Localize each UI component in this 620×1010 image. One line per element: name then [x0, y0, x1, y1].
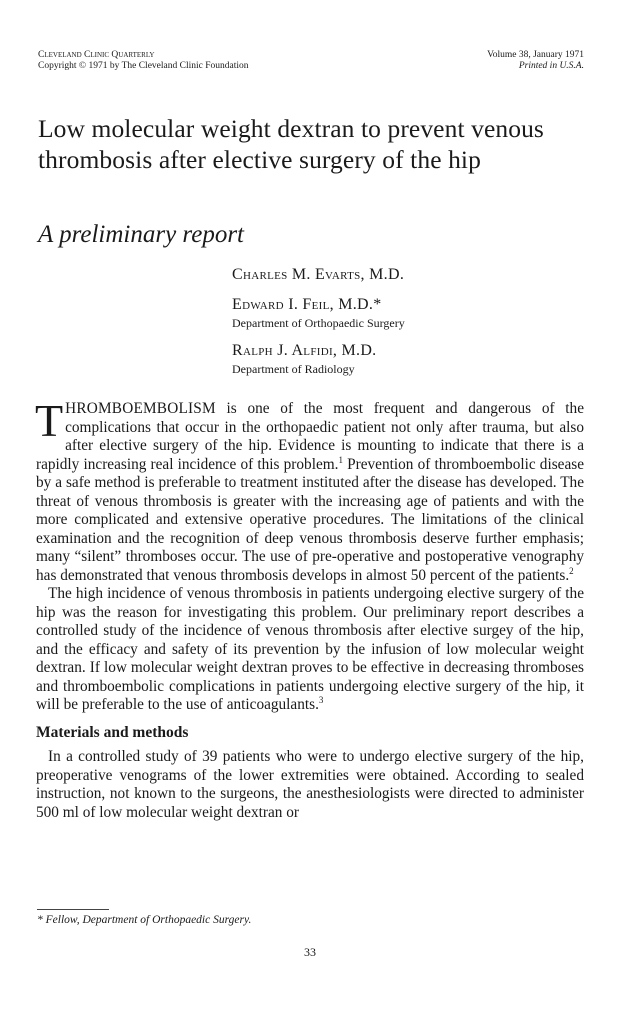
footnote: * Fellow, Department of Orthopaedic Surgery. [37, 914, 252, 926]
volume-line: Volume 38, January 1971 [487, 50, 584, 60]
footnote-rule [37, 909, 109, 910]
article-body [35, 395, 584, 822]
author-2 [232, 295, 592, 331]
page-number: 33 [304, 945, 316, 959]
running-header-right [487, 50, 584, 72]
article-title: Low molecular weight dextran to prevent venous thrombosis after elective surgery of the hip [38, 114, 544, 174]
paragraph-intro [35, 395, 584, 585]
paragraph-text: The high incidence of venous thrombosis in patients undergoing elective surgery of the hip was the reason for investigating this problem. Our preliminary report describes a controlled study of the incidence of venous thrombosis after elective surgey of the hip, and the efficacy and safety of its prevention by the infusion of low molecular weight dextran. If low molecular weight dextran proves to be effective in decreasing thromboses and thromboembolic complications in patients undergoing elective surgery of the hip, it will be preferable to the use of anticoagulants. [36, 585, 584, 713]
reference-marker: 1 [338, 454, 343, 465]
paragraph-text: In a controlled study of 39 patients who were to undergo elective surgery of the hip, preoperative venograms of the lower extremities were obtained. According to sealed instruction, not known to the surgeons, the anesthesiologists were directed to administer 500 ml of low molecular weight dextran or [36, 748, 584, 821]
reference-marker: 2 [569, 565, 574, 576]
paragraph-text: is one of the most frequent and dangerous of the complications that occur in the orthopaedic patient not only after trauma, but also after elective surgery of the hip. Evidence is mounting to indicate that there is a rapidly increasing real incidence of this problem. [36, 400, 584, 473]
author-name: Ralph J. Alfidi, M.D. [232, 342, 377, 359]
paragraph-methods [36, 748, 584, 822]
running-header-left [38, 50, 248, 72]
lead-caps: HROMBOEMBOLISM [65, 400, 216, 417]
printed-line: Printed in U.S.A. [518, 61, 584, 71]
article-subtitle: A preliminary report [38, 221, 245, 248]
journal-name: Cleveland Clinic Quarterly [38, 50, 155, 60]
copyright-line: Copyright © 1971 by The Cleveland Clinic Foundation [38, 61, 249, 71]
paragraph-second [36, 585, 584, 715]
paragraph-text: Prevention of thromboembolic disease by a safe method is preferable to treatment instituted after the disease has developed. The threat of venous thrombosis is greater with the increasing age of patients and with the more complicated and extensive operative procedures. The limitations of the clinical examination and the recognition of deep venous thrombosis deserve further emphasis; many “silent” thromboses occur. The use of pre-operative and postoperative venography has demonstrated that venous thrombosis develops in almost 50 percent of the patients. [36, 455, 584, 584]
author-name: Edward I. Feil, M.D.* [232, 296, 382, 313]
author-list [232, 265, 592, 387]
author-name: Charles M. Evarts, M.D. [232, 266, 405, 283]
drop-cap: T [35, 395, 64, 446]
section-heading: Materials and methods [36, 723, 189, 741]
author-department: Department of Orthopaedic Surgery [232, 316, 405, 330]
author-department: Department of Radiology [232, 362, 355, 376]
author-3 [232, 341, 592, 377]
author-1 [232, 265, 592, 285]
reference-marker: 3 [318, 694, 324, 705]
